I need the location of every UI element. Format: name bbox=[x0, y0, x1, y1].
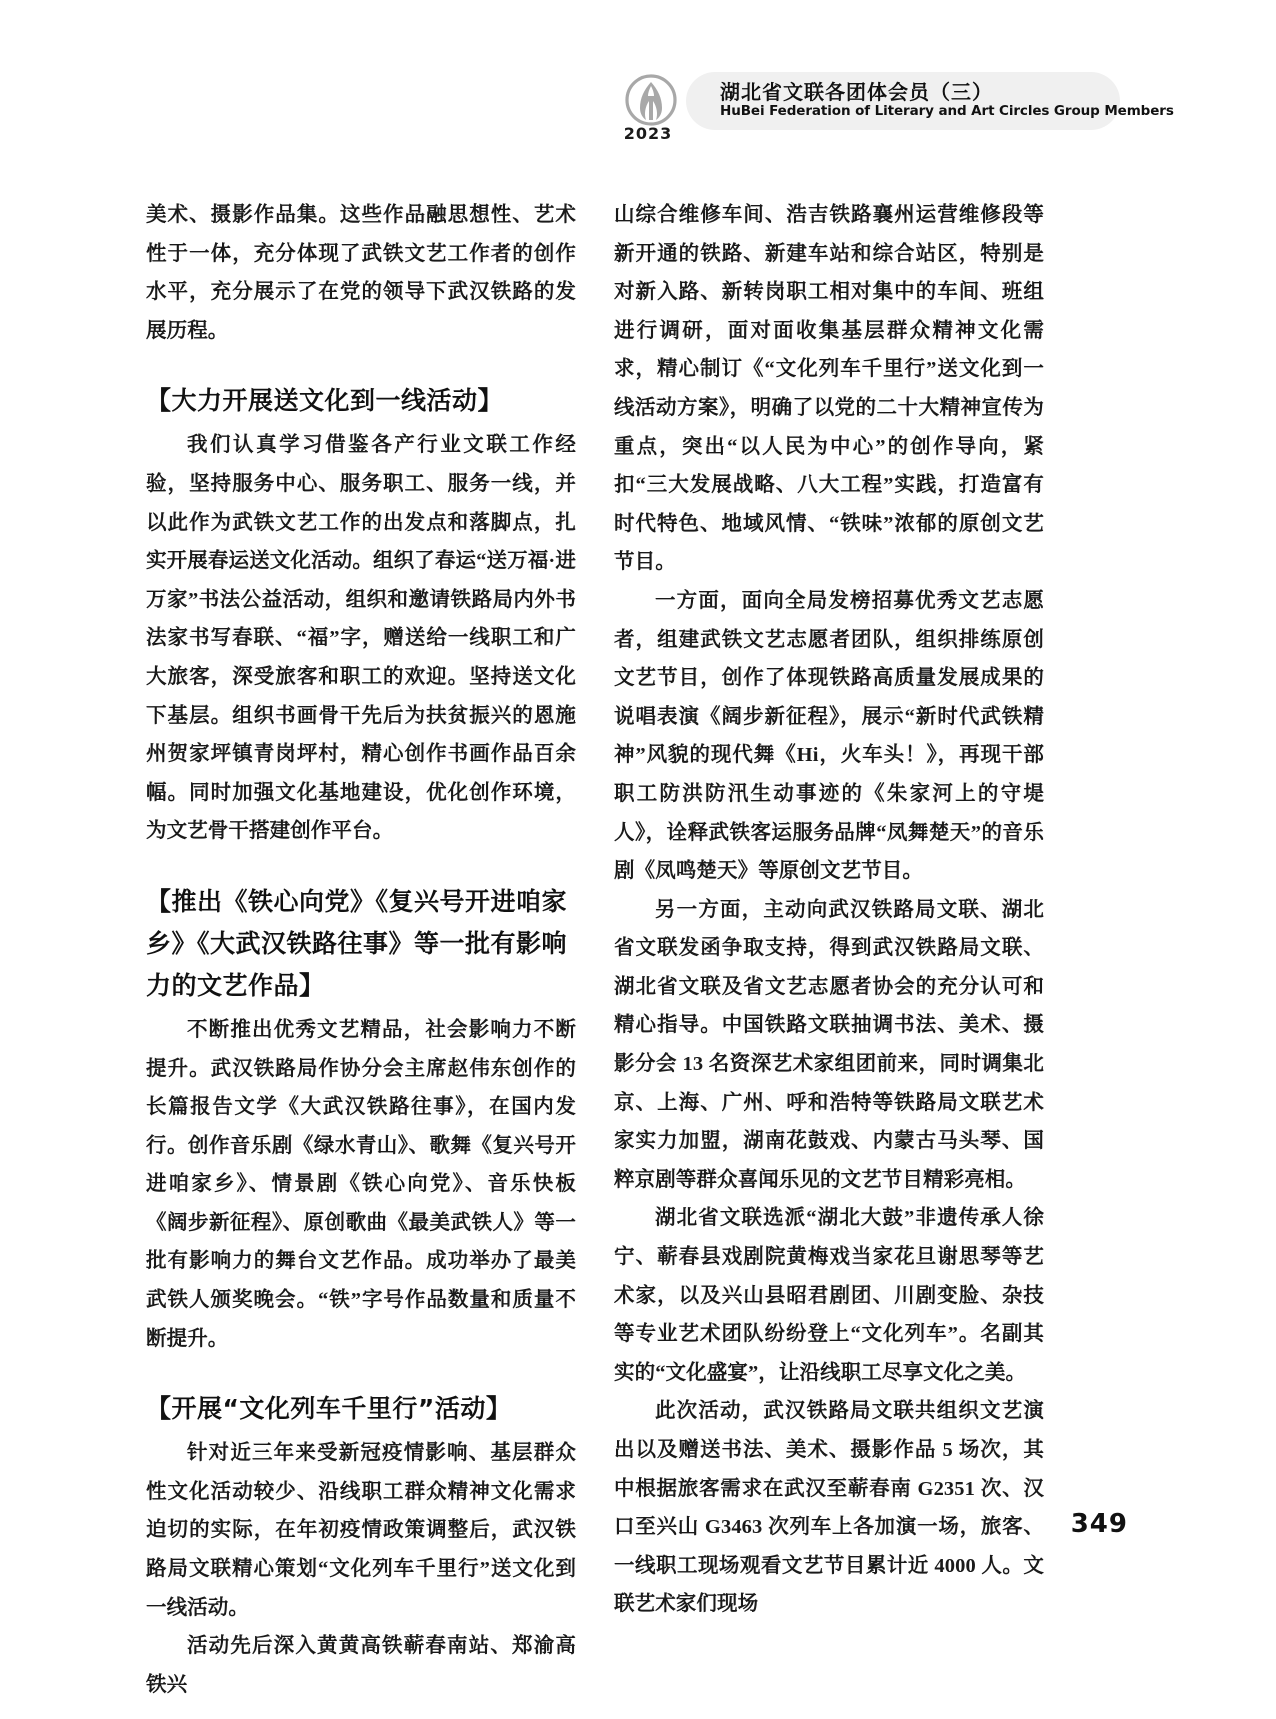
spacer bbox=[146, 851, 576, 881]
article-body bbox=[146, 196, 1066, 1696]
column-left bbox=[146, 196, 576, 1704]
page-number: 349 bbox=[1070, 1509, 1128, 1539]
section-heading: 【推出《铁心向党》《复兴号开进咱家乡》《大武汉铁路往事》等一批有影响力的文艺作品】 bbox=[146, 886, 568, 1000]
section-heading: 【开展“文化列车千里行”活动】 bbox=[146, 1394, 512, 1424]
spacer bbox=[146, 1358, 576, 1388]
paragraph: 另一方面，主动向武汉铁路局文联、湖北省文联发函争取支持，得到武汉铁路局文联、湖北省文联及省文艺志愿者协会的充分认可和精心指导。中国铁路文联抽调书法、美术、摄影分会 13 名资深艺术家组团前来，同时调集北京、上海、广州、呼和浩特等铁路局文联艺术家实力加盟，湖南花鼓戏、内蒙古马头琴、国粹京剧等群众喜闻乐见的文艺节目精彩亮相。 bbox=[614, 898, 1044, 1191]
paragraph: 针对近三年来受新冠疫情影响、基层群众性文化活动较少、沿线职工群众精神文化需求迫切的实际，在年初疫情政策调整后，武汉铁路局文联精心策划“文化列车千里行”送文化到一线活动。 bbox=[146, 1442, 576, 1619]
paragraph: 我们认真学习借鉴各产行业文联工作经验，坚持服务中心、服务职工、服务一线，并以此作为武铁文艺工作的出发点和落脚点，扎实开展春运送文化活动。组织了春运“送万福·进万家”书法公益活动，组织和邀请铁路局内外书法家书写春联、“福”字，赠送给一线职工和广大旅客，深受旅客和职工的欢迎。坚持送文化下基层。组织书画骨干先后为扶贫振兴的恩施州贺家坪镇青岗坪村，精心创作书画作品百余幅。同时加强文化基地建设，优化创作环境，为文艺骨干搭建创作平台。 bbox=[146, 434, 576, 843]
header-year-label: 2023 bbox=[623, 124, 673, 143]
section-heading: 【大力开展送文化到一线活动】 bbox=[146, 386, 504, 416]
page-running-header bbox=[620, 72, 1174, 144]
paragraph: 美术、摄影作品集。这些作品融思想性、艺术性于一体，充分体现了武铁文艺工作者的创作水平，充分展示了在党的领导下武汉铁路的发展历程。 bbox=[146, 204, 576, 342]
header-title-chinese: 湖北省文联各团体会员（三） bbox=[720, 80, 993, 104]
paragraph: 一方面，面向全局发榜招募优秀文艺志愿者，组建武铁文艺志愿者团队，组织排练原创文艺节目，创作了体现铁路高质量发展成果的说唱表演《阔步新征程》，展示“新时代武铁精神”风貌的现代舞《Hi，火车头！》，再现干部职工防洪防汛生动事迹的《朱家河上的守堤人》，诠释武铁客运服务品牌“凤舞楚天”的音乐剧《凤鸣楚天》等原创文艺节目。 bbox=[614, 589, 1044, 883]
paragraph: 不断推出优秀文艺精品，社会影响力不断提升。武汉铁路局作协分会主席赵伟东创作的长篇报告文学《大武汉铁路往事》，在国内发行。创作音乐剧《绿水青山》、歌舞《复兴号开进咱家乡》、情景剧《铁心向党》、音乐快板《阔步新征程》、原创歌曲《最美武铁人》等一批有影响力的舞台文艺作品。成功举办了最美武铁人颁奖晚会。“铁”字号作品数量和质量不断提升。 bbox=[146, 1018, 576, 1350]
paragraph: 此次活动，武汉铁路局文联共组织文艺演出以及赠送书法、美术、摄影作品 5 场次，其中根据旅客需求在武汉至蕲春南 G2351 次、汉口至兴山 G3463 次列车上各加演一场，旅客、一线职工现场观看文艺节目累计近 4000 人。文联艺术家们现场 bbox=[614, 1400, 1044, 1616]
column-right bbox=[614, 196, 1044, 1624]
header-title-english: HuBei Federation of Literary and Art Circles Group Members bbox=[720, 103, 1174, 119]
paragraph: 活动先后深入黄黄高铁蕲春南站、郑渝高铁兴 bbox=[146, 1635, 576, 1696]
spacer bbox=[146, 350, 576, 380]
paragraph: 湖北省文联选派“湖北大鼓”非遗传承人徐宁、蕲春县戏剧院黄梅戏当家花旦谢思琴等艺术家，以及兴山县昭君剧团、川剧变脸、杂技等专业艺术团队纷纷登上“文化列车”。名副其实的“文化盛宴”，让沿线职工尽享文化之美。 bbox=[614, 1207, 1044, 1384]
paragraph: 山综合维修车间、浩吉铁路襄州运营维修段等新开通的铁路、新建车站和综合站区，特别是对新入路、新转岗职工相对集中的车间、班组进行调研，面对面收集基层群众精神文化需求，精心制订《“文化列车千里行”送文化到一线活动方案》，明确了以党的二十大精神宣传为重点，突出“以人民为中心”的创作导向，紧扣“三大发展战略、八大工程”实践，打造富有时代特色、地域风情、“铁味”浓郁的原创文艺节目。 bbox=[614, 204, 1044, 574]
